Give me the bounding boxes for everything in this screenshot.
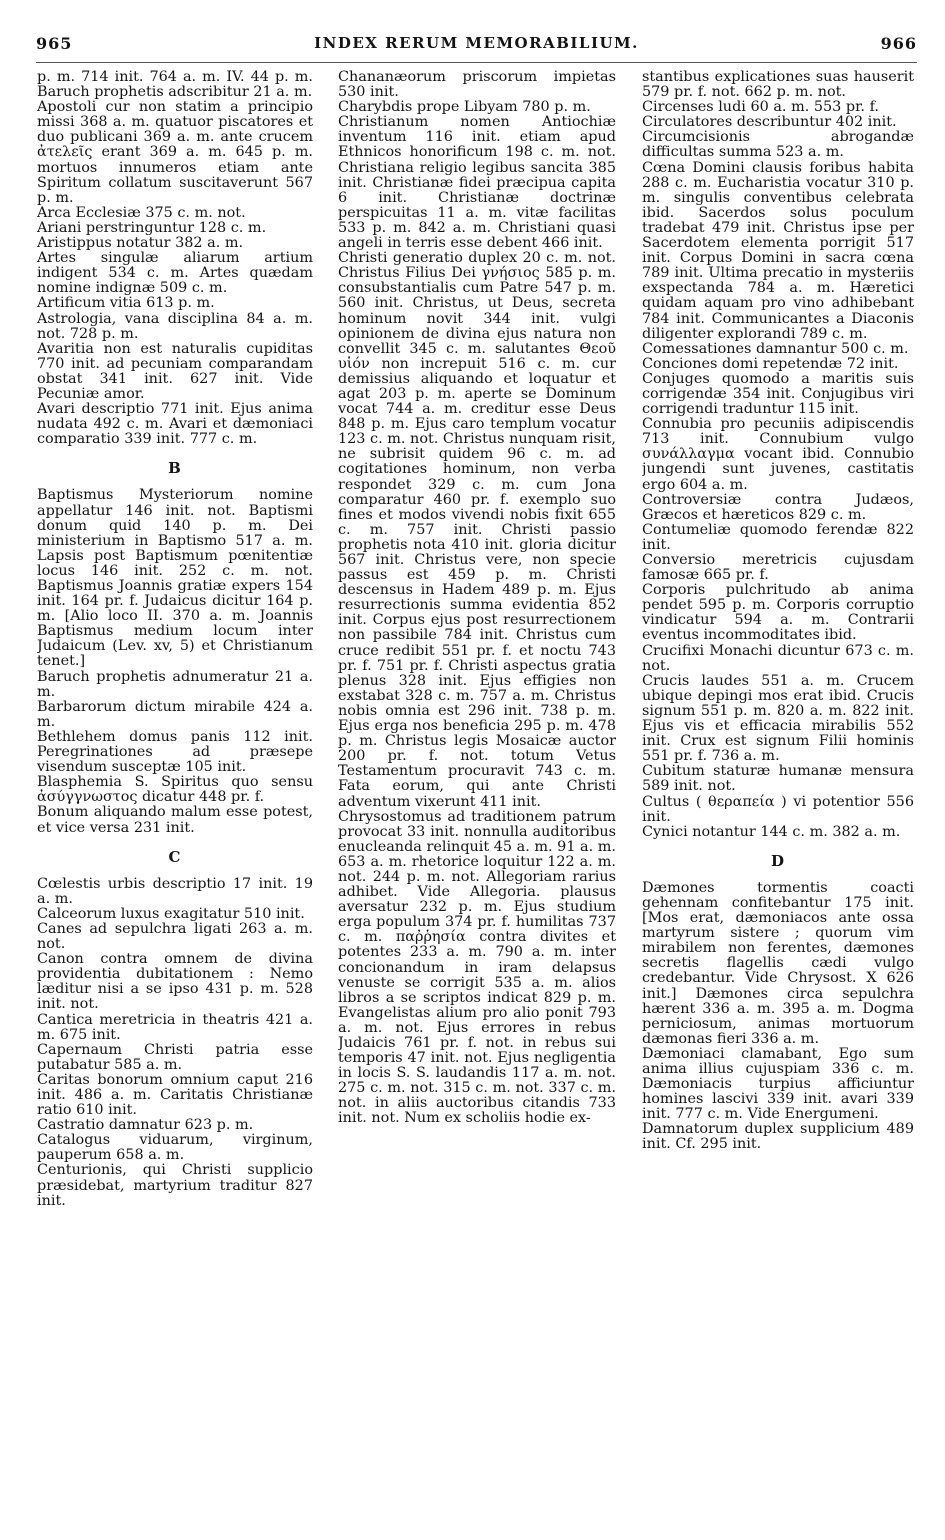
index-entry: Conciones domi repetendæ 72 init. <box>642 355 899 372</box>
index-entry: Dæmones tormentis coacti gehennam confitebantur 175 init. [Mos erat, dæmoniacos ante ossa martyrum sistere ; quorum vim mirabilem non ferentes, dæmones secretis flagellis cædi vulgo credebantur. Vide Chrysost. X 626 init.] Dæmones circa sepulchra hærent 336 a. m. 395 a. m. Dogma perniciosum, animas mortuorum dæmonas fieri 336 a. m. <box>642 879 914 1047</box>
index-entry: Canon contra omnem de divina providentia dubitationem : Nemo læditur nisi a se ipso 431 p. m. 528 init. not. <box>37 951 313 1013</box>
index-entry: Circulatores describuntur 402 init. <box>642 114 897 131</box>
index-entry: Cultus ( θεραπεία ) vi potentior 556 init. <box>642 793 914 825</box>
index-entry: stantibus explicationes suas hauserit 579 pr. f. not. 662 p. m. not. <box>642 70 914 101</box>
index-entry: Barbarorum dictum mirabile 424 a. m. <box>37 698 313 730</box>
index-entry: Corporis pulchritudo ab anima pendet 595 p. m. Corporis corruptio vindicatur 594 a. m. Contrarii eventus incommoditates ibid. <box>642 582 914 644</box>
index-entry: Cantica meretricia in theatris 421 a. m. 675 init. <box>37 1011 313 1043</box>
index-entry: Apostoli cur non statim a principio missi 368 a. m. quatuor piscatores et duo publicani 369 a. m. ante crucem ἀτελεῖς erant 369 a. m. 645 p. m. mortuos innumeros etiam ante Spiritum collatum suscitaverunt 567 p. m. <box>37 99 313 206</box>
index-entry: Baptismus Mysteriorum nomine appellatur 146 init. not. Baptismi donum quid 140 p. m. Dei ministerium in Baptismo 517 a. m. Lapsis post Baptismum pœnitentiæ locus 146 init. 252 c. m. not. Baptismus Joannis gratiæ expers 154 init. 164 pr. f. Judaicus dicitur 164 p. m. [Alio loco II. 370 a. m. Joannis Baptismus medium locum inter Judaicum (Lev. xv, 5) et Christianum tenet.] <box>37 487 313 670</box>
index-entry: Bonum aliquando malum esse potest, et vice versa 231 init. <box>37 804 313 836</box>
index-entry: Bethlehem domus panis 112 init. Peregrinationes ad præsepe visendum susceptæ 105 init. <box>37 728 313 776</box>
index-entry: Catalogus viduarum, virginum, pauperum 658 a. m. <box>37 1132 313 1164</box>
index-entry: Crucifixi Monachi dicuntur 673 c. m. not. <box>642 642 914 674</box>
index-entry: Avaritia non est naturalis cupiditas 770 init. ad pecuniam comparandam obstat 341 init. 627 init. Vide Pecuniæ amor. <box>37 340 313 402</box>
index-entry: Arca Ecclesiæ 375 c. m. not. <box>37 204 246 221</box>
index-entry: Controversiæ contra Judæos, Græcos et hæreticos 829 c. m. <box>642 491 914 523</box>
index-entry: Charybdis prope Libyam 780 p. m. <box>338 99 591 116</box>
index-entry: Artes singulæ aliarum artium indigent 534 c. m. Artes quædam nomine indignæ 509 c. m. <box>37 250 313 297</box>
index-entry: Blasphemia S. Spiritus quo sensu ἀσύγγνωστος dicatur 448 pr. f. <box>37 774 313 806</box>
index-column-left <box>37 70 313 1530</box>
index-entry: Circenses ludi 60 a. m. 553 pr. f. <box>642 99 879 116</box>
index-entry: Chrysostomus ad traditionem patrum provocat 33 init. nonnulla auditoribus enucleanda relinquit 45 a. m. 91 a. m. 653 a. m. rhetorice loquitur 122 a. m. not. 244 p. m. not. Allegoriam rarius adhibet. Vide Allegoria. plausus aversatur 232 p. m. Ejus studium erga populum 374 pr. f. humilitas 737 c. m. παῤῥησία contra divites et potentes 233 a. m. 790 a. m. inter concionandum in iram delapsus venuste se corrigit 535 a. m. alios libros a se scriptos indicat 829 p. m. Evangelistas alium pro alio ponit 793 a. m. not. Ejus errores in rebus Judaicis 761 pr. f. not. in rebus sui temporis 47 init. not. Ejus negligentia in locis S. S. laudandis 117 a. m. not. 275 c. m. not. 315 c. m. not. 337 c. m. not. in aliis auctoribus citandis 733 init. not. Num ex scholiis hodie ex- <box>338 808 616 1127</box>
index-entry: Circumcisionis abrogandæ difficultas summa 523 a. m. <box>642 129 914 161</box>
index-entry: Cynici notantur 144 c. m. 382 a. m. <box>642 823 901 840</box>
index-entry: Centurionis, qui Christi supplicio præsidebat, martyrium traditur 827 init. <box>37 1162 313 1209</box>
index-entry: Christianum nomen Antiochiæ inventum 116 init. etiam apud Ethnicos honorificum 198 c. m. not. Christiana religio legibus sancita 385 init. Christianæ fidei præcipua capita 6 init. Christianæ doctrinæ perspicuitas 11 a. m. vitæ facilitas 533 p. m. 842 a. m. Christiani quasi angeli in terris esse debent 466 init. <box>338 114 616 252</box>
section-letter: B <box>168 459 182 478</box>
index-column-right <box>642 70 914 1530</box>
index-entry: Connubia pro pecuniis adipiscendis 713 init. Connubium vulgo συνάλλαγμα vocant ibid. Connubio jungendi sunt juvenes, castitatis ergo 604 a. m. <box>642 416 914 493</box>
index-entry: Contumeliæ quomodo ferendæ 822 init. <box>642 521 914 553</box>
index-entry: Ariani perstringuntur 128 c. m. <box>37 219 267 236</box>
index-entry: Artificum vitia 613 p. m. <box>37 295 215 312</box>
index-column-middle <box>338 70 616 1530</box>
index-entry: Astrologia, vana disciplina 84 a. m. not. 728 p. m. <box>37 310 313 342</box>
index-entry: Calceorum luxus exagitatur 510 init. <box>37 905 305 922</box>
index-entry: Cœna Domini clausis foribus habita 288 c. m. Eucharistia vocatur 310 p. m. singulis conventibus celebrata ibid. Sacerdos solus poculum tradebat 479 init. Christus ipse per Sacerdotem elementa porrigit 517 init. Corpus Domini in sacra cœna 789 init. Ultima precatio in mysteriis exspectanda 784 a. m. Hæretici quidam aquam pro vino adhibebant 784 init. Communicantes a Diaconis diligenter explorandi 789 c. m. <box>642 159 914 342</box>
index-entry: Chananæorum priscorum impietas 530 init. <box>338 70 616 101</box>
page-number-left: 965 <box>36 34 73 53</box>
index-entry: Canes ad sepulchra ligati 263 a. m. not. <box>37 920 313 953</box>
index-entry: Christi generatio duplex 20 c. m. not. Christus Filius Dei γνήσιος 585 p. m. consubstantialis cum Patre 547 p. m. 560 init. Christus, ut Deus, secreta hominum novit 344 init. vulgi opinionem de divina ejus natura non convellit 345 c. m. salutantes Θεοῦ υἱόν non increpuit 516 c. m. cur demissius aliquando et loquatur et agat 203 p. m. aperte se Dominum vocat 744 a. m. creditur esse Deus 848 p. m. Ejus caro templum vocatur 123 c. m. not. Christus nunquam risit, ne subrisit quidem 96 c. m. ad cogitationes hominum, non verba respondet 329 c. m. cum Jona comparatur 460 pr. f. exemplo suo fines et modos vivendi nobis fixit 655 c. m. 757 init. Christi passio prophetis nota 410 init. gloria dicitur 567 init. Christus vere, non specie passus est 459 p. m. Christi descensus in Hadem 489 p. m. Ejus resurrectionis summa evidentia 852 init. Corpus ejus post resurrectionem non passibile 784 init. Christus cum cruce redibit 551 pr. f. et noctu 743 pr. f. 751 pr. f. Christi aspectus gratia plenus 328 init. Ejus effigies non exstabat 328 c. m. 757 a. m. Christus nobis omnia est 296 init. 738 p. m. Ejus erga nos beneficia 295 p. m. 478 p. m. Christus legis Mosaicæ auctor 200 pr. f. not. totum Vetus Testamentum procuravit 743 c. m. Fata eorum, qui ante Christi adventum vixerunt 411 init. <box>338 250 616 810</box>
index-entry: Cubitum staturæ humanæ mensura 589 init. not. <box>642 763 914 795</box>
section-letter: D <box>770 851 785 870</box>
section-letter: C <box>168 847 182 866</box>
index-entry: Dæmoniaci clamabant, Ego sum anima illius cujuspiam 336 c. m. Dæmoniacis turpius afficiuntur homines lascivi 339 init. avari 339 init. 777 c. m. Vide Energumeni. <box>642 1045 914 1123</box>
index-entry: Caritas bonorum omnium caput 216 init. 486 a. m. Caritatis Christianæ ratio 610 init. <box>37 1071 313 1119</box>
index-entry: p. m. 714 init. 764 a. m. IV. 44 p. m. Baruch prophetis adscribitur 21 a. m. <box>37 70 313 101</box>
page-header <box>36 32 917 63</box>
page-number-right: 966 <box>880 34 917 53</box>
index-entry: Castratio damnatur 623 p. m. <box>37 1117 254 1134</box>
index-entry: Capernaum Christi patria esse putabatur 585 a. m. <box>37 1041 313 1073</box>
index-entry: Aristippus notatur 382 a. m. <box>37 235 244 252</box>
index-entry: Conjuges quomodo a maritis suis corrigendæ 354 init. Conjugibus viri corrigendi traduntur 115 init. <box>642 370 914 418</box>
running-title: INDEX RERUM MEMORABILIUM. <box>314 34 639 52</box>
index-entry: Conversio meretricis cujusdam famosæ 665 pr. f. <box>642 552 914 584</box>
index-entry: Damnatorum duplex supplicium 489 init. Cf. 295 init. <box>642 1121 914 1153</box>
index-entry: Crucis laudes 551 a. m. Crucem ubique depingi mos erat ibid. Crucis signum 551 p. m. 820 a. m. 822 init. Ejus vis et efficacia mirabilis 552 init. Crux est signum Filii hominis 551 pr. f. 736 a. m. <box>642 672 914 765</box>
index-entry: Comessationes damnantur 500 c. m. <box>642 340 909 357</box>
index-entry: Cœlestis urbis descriptio 17 init. 19 a. m. <box>37 875 313 907</box>
index-entry: Avari descriptio 771 init. Ejus anima nudata 492 c. m. Avari et dæmoniaci comparatio 339 init. 777 c. m. <box>37 401 313 448</box>
index-entry: Baruch prophetis adnumeratur 21 a. m. <box>37 668 313 700</box>
